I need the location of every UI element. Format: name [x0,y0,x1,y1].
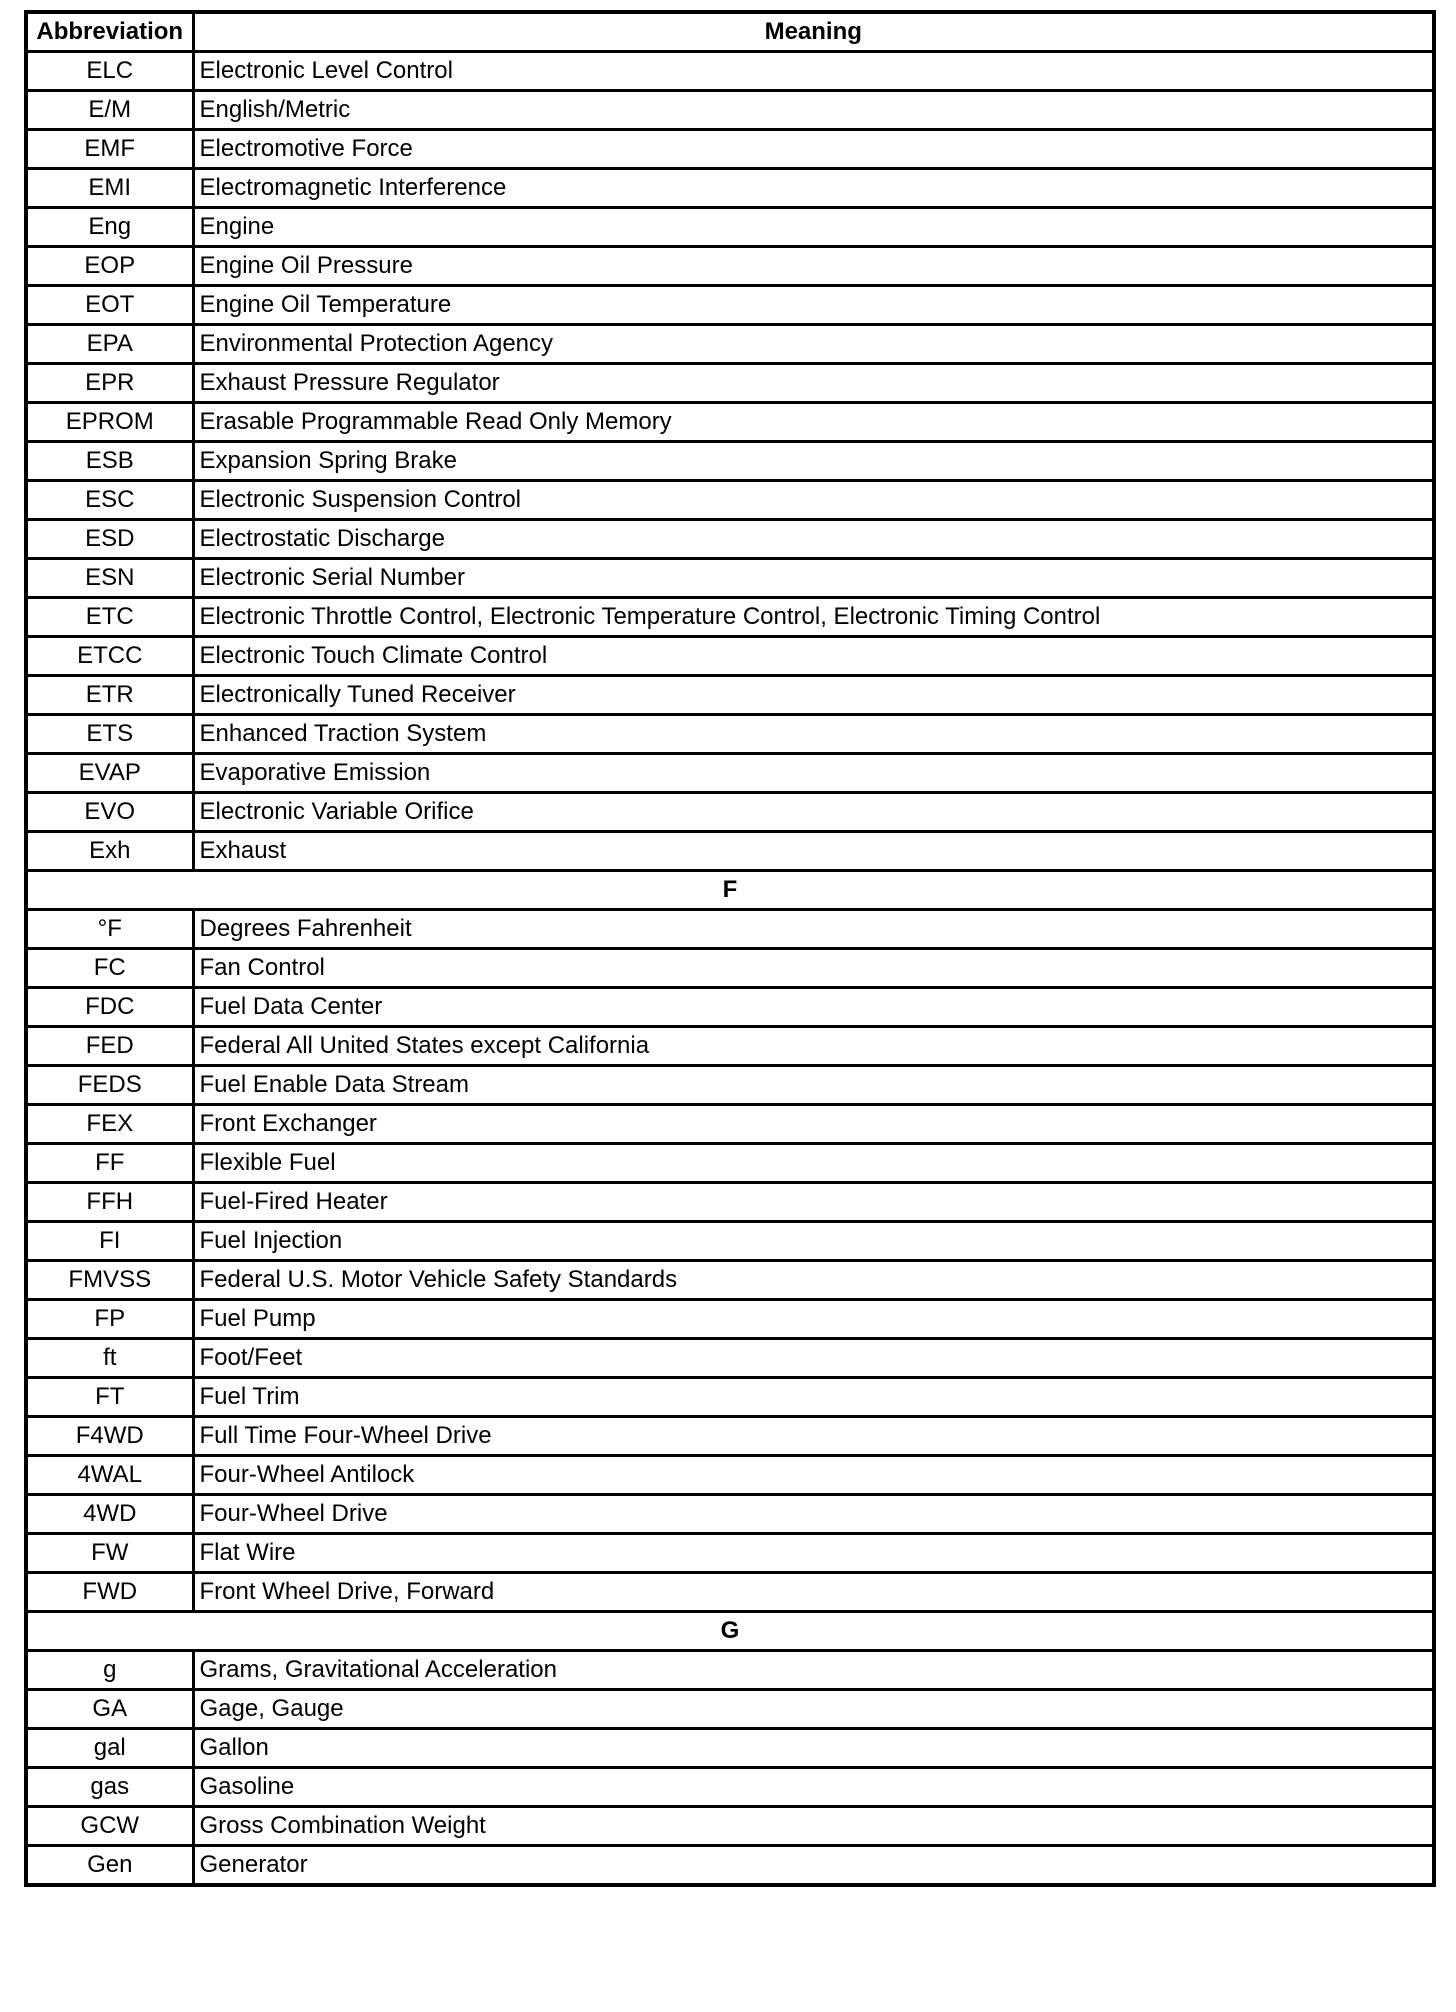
meaning-cell: Fuel Enable Data Stream [193,1066,1434,1105]
abbreviation-cell: EPROM [26,403,193,442]
section-heading: F [26,871,1434,910]
abbreviation-cell: ft [26,1339,193,1378]
table-row [26,403,1434,442]
meaning-cell: Electronic Variable Orifice [193,793,1434,832]
meaning-cell: Fuel Injection [193,1222,1434,1261]
meaning-cell: Engine Oil Pressure [193,247,1434,286]
abbreviation-cell: g [26,1651,193,1690]
table-row [26,1456,1434,1495]
meaning-cell: Degrees Fahrenheit [193,910,1434,949]
table-row [26,286,1434,325]
meaning-cell: Four-Wheel Antilock [193,1456,1434,1495]
table-row [26,1222,1434,1261]
abbreviation-cell: EMI [26,169,193,208]
meaning-cell: Flexible Fuel [193,1144,1434,1183]
table-row [26,481,1434,520]
abbreviation-cell: EVO [26,793,193,832]
meaning-cell: Gallon [193,1729,1434,1768]
meaning-cell: Electronic Throttle Control, Electronic Temperature Control, Electronic Timing Control [193,598,1434,637]
abbreviation-cell: 4WD [26,1495,193,1534]
meaning-cell: Federal All United States except California [193,1027,1434,1066]
table-row [26,1144,1434,1183]
abbreviation-cell: ETR [26,676,193,715]
abbreviation-cell: ESD [26,520,193,559]
meaning-cell: Front Exchanger [193,1105,1434,1144]
meaning-cell: Evaporative Emission [193,754,1434,793]
abbreviation-cell: E/M [26,91,193,130]
meaning-cell: Electronically Tuned Receiver [193,676,1434,715]
table-row [26,325,1434,364]
table-row [26,1027,1434,1066]
table-row [26,598,1434,637]
abbreviation-cell: GCW [26,1807,193,1846]
table-row [26,832,1434,871]
table-row [26,1105,1434,1144]
table-row [26,793,1434,832]
table-row [26,637,1434,676]
meaning-cell: Generator [193,1846,1434,1886]
section-heading: G [26,1612,1434,1651]
meaning-cell: Gasoline [193,1768,1434,1807]
abbreviation-cell: EMF [26,130,193,169]
abbreviation-cell: FI [26,1222,193,1261]
table-row [26,364,1434,403]
meaning-cell: Environmental Protection Agency [193,325,1434,364]
table-row [26,442,1434,481]
meaning-cell: Electronic Suspension Control [193,481,1434,520]
meaning-cell: Fuel Data Center [193,988,1434,1027]
table-row [26,676,1434,715]
abbreviation-cell: FWD [26,1573,193,1612]
meaning-cell: Erasable Programmable Read Only Memory [193,403,1434,442]
abbreviation-cell: EPA [26,325,193,364]
table-row [26,910,1434,949]
abbreviation-cell: FT [26,1378,193,1417]
table-row [26,52,1434,91]
abbreviation-cell: EPR [26,364,193,403]
table-row [26,169,1434,208]
abbreviation-cell: EOP [26,247,193,286]
abbreviation-cell: FED [26,1027,193,1066]
meaning-cell: Fuel Trim [193,1378,1434,1417]
table-row [26,520,1434,559]
abbreviation-cell: FC [26,949,193,988]
meaning-cell: Engine Oil Temperature [193,286,1434,325]
table-row [26,1573,1434,1612]
table-row [26,1690,1434,1729]
table-row [26,1807,1434,1846]
table-row [26,988,1434,1027]
meaning-cell: Electrostatic Discharge [193,520,1434,559]
meaning-cell: Electronic Touch Climate Control [193,637,1434,676]
abbreviation-cell: ETCC [26,637,193,676]
meaning-cell: Electronic Level Control [193,52,1434,91]
abbreviation-cell: 4WAL [26,1456,193,1495]
table-row [26,1339,1434,1378]
table-row [26,754,1434,793]
abbreviation-cell: FDC [26,988,193,1027]
meaning-cell: English/Metric [193,91,1434,130]
abbreviation-cell: Exh [26,832,193,871]
abbreviation-cell: FP [26,1300,193,1339]
table-row [26,91,1434,130]
meaning-cell: Exhaust [193,832,1434,871]
table-row [26,1768,1434,1807]
abbreviation-column-header: Abbreviation [26,12,193,52]
section-row [26,871,1434,910]
table-row [26,1534,1434,1573]
table-row [26,1651,1434,1690]
abbreviation-cell: Gen [26,1846,193,1886]
table-row [26,1378,1434,1417]
abbreviation-cell: F4WD [26,1417,193,1456]
abbreviation-cell: EOT [26,286,193,325]
table-row [26,715,1434,754]
table-row [26,1183,1434,1222]
meaning-cell: Expansion Spring Brake [193,442,1434,481]
abbreviation-cell: ESC [26,481,193,520]
table-row [26,1300,1434,1339]
table-row [26,949,1434,988]
meaning-cell: Electromotive Force [193,130,1434,169]
abbreviation-cell: FW [26,1534,193,1573]
table-header [26,12,1434,52]
meaning-cell: Gross Combination Weight [193,1807,1434,1846]
table-row [26,1495,1434,1534]
abbreviation-cell: FFH [26,1183,193,1222]
table-row [26,1846,1434,1886]
header-row [26,12,1434,52]
abbreviation-cell: FEX [26,1105,193,1144]
abbreviation-table [24,10,1436,1887]
meaning-cell: Grams, Gravitational Acceleration [193,1651,1434,1690]
meaning-cell: Four-Wheel Drive [193,1495,1434,1534]
table-row [26,1261,1434,1300]
abbreviation-cell: FF [26,1144,193,1183]
meaning-cell: Exhaust Pressure Regulator [193,364,1434,403]
meaning-column-header: Meaning [193,12,1434,52]
meaning-cell: Flat Wire [193,1534,1434,1573]
abbreviation-cell: FMVSS [26,1261,193,1300]
abbreviation-cell: FEDS [26,1066,193,1105]
meaning-cell: Fan Control [193,949,1434,988]
abbreviation-cell: °F [26,910,193,949]
meaning-cell: Engine [193,208,1434,247]
abbreviation-cell: GA [26,1690,193,1729]
table-row [26,208,1434,247]
abbreviation-cell: EVAP [26,754,193,793]
meaning-cell: Federal U.S. Motor Vehicle Safety Standards [193,1261,1434,1300]
abbreviation-cell: gal [26,1729,193,1768]
abbreviation-cell: Eng [26,208,193,247]
section-row [26,1612,1434,1651]
table-row [26,1729,1434,1768]
table-row [26,130,1434,169]
meaning-cell: Foot/Feet [193,1339,1434,1378]
abbreviation-cell: ESB [26,442,193,481]
meaning-cell: Gage, Gauge [193,1690,1434,1729]
abbreviation-cell: gas [26,1768,193,1807]
abbreviation-cell: ELC [26,52,193,91]
table-row [26,247,1434,286]
meaning-cell: Electronic Serial Number [193,559,1434,598]
abbreviation-cell: ETS [26,715,193,754]
meaning-cell: Electromagnetic Interference [193,169,1434,208]
table-row [26,1417,1434,1456]
meaning-cell: Enhanced Traction System [193,715,1434,754]
meaning-cell: Front Wheel Drive, Forward [193,1573,1434,1612]
abbreviation-cell: ESN [26,559,193,598]
table-body [26,52,1434,1886]
meaning-cell: Fuel Pump [193,1300,1434,1339]
meaning-cell: Full Time Four-Wheel Drive [193,1417,1434,1456]
meaning-cell: Fuel-Fired Heater [193,1183,1434,1222]
abbreviation-cell: ETC [26,598,193,637]
table-row [26,559,1434,598]
table-row [26,1066,1434,1105]
